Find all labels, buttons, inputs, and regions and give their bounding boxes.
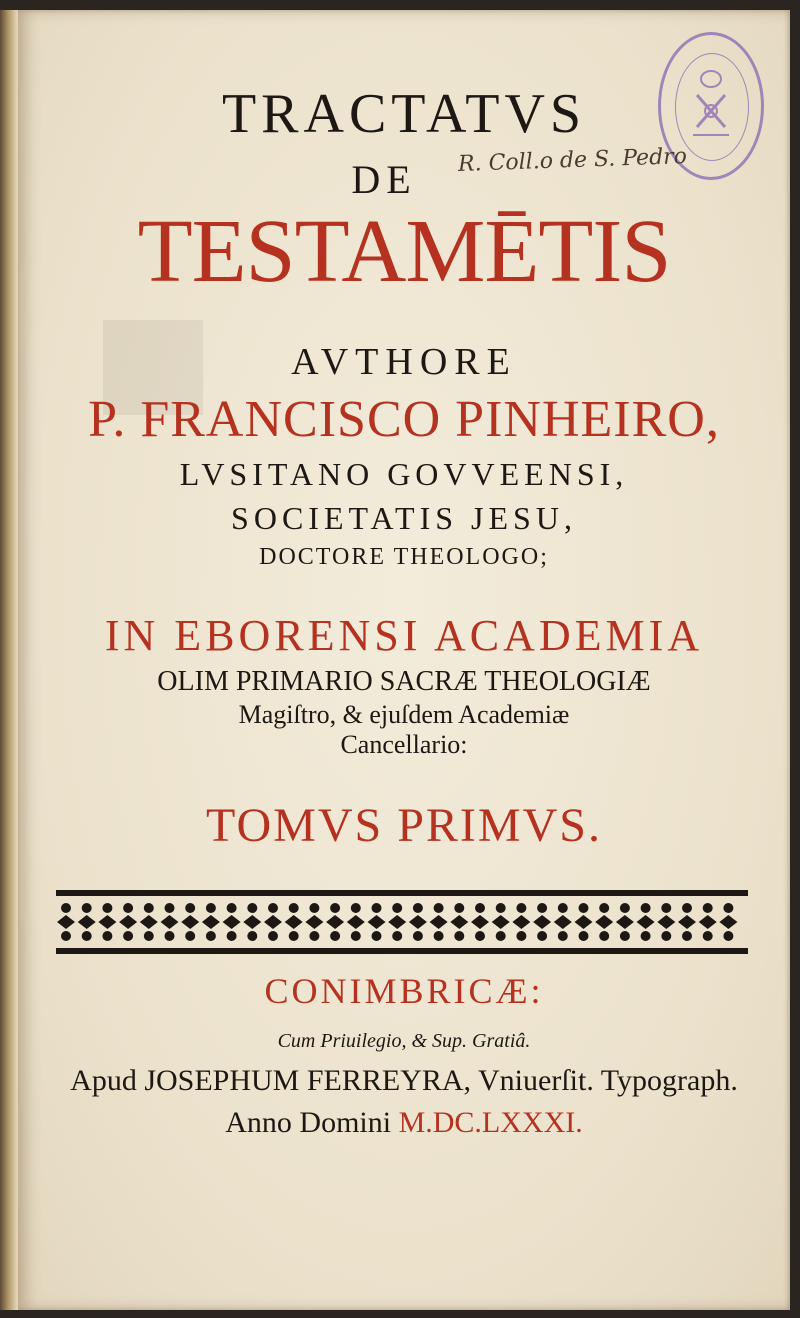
imprint-place: CONIMBRICÆ: <box>264 971 544 1011</box>
book-spine-edge <box>0 10 18 1310</box>
author-origin: LVSITANO GOVVEENSI, <box>179 456 629 492</box>
ornament-motif-icon <box>140 903 158 941</box>
ornament-motif-icon <box>430 903 448 941</box>
academy-line: IN EBORENSI ACADEMIA <box>104 611 704 660</box>
ornament-motif-icon <box>223 903 241 941</box>
ornament-motif-icon <box>678 903 696 941</box>
cancellario-line: Cancellario: <box>340 730 468 759</box>
ornament-motif-icon <box>285 903 303 941</box>
ornament-motif-icon <box>202 903 220 941</box>
ornament-motif-icon <box>512 903 530 941</box>
ornament-motif-icon <box>719 903 737 941</box>
ornament-motif-icon <box>305 903 323 941</box>
ornament-motif-icon <box>409 903 427 941</box>
ornament-motif-icon <box>595 903 613 941</box>
privilege-line: Cum Priuilegio, & Sup. Gratiâ. <box>277 1030 531 1052</box>
author-degree: DOCTORE THEOLOGO; <box>259 544 549 570</box>
ornament-motif-icon <box>78 903 96 941</box>
title-text-block <box>18 10 790 1310</box>
ornament-motif-icon <box>575 903 593 941</box>
ornament-motif-icon <box>347 903 365 941</box>
manuscript-note: R. Coll.o de S. Pedro <box>457 144 688 177</box>
date-roman: M.DC.LXXXI. <box>398 1106 583 1139</box>
ornament-motif-icon <box>471 903 489 941</box>
ornament-motif-icon <box>243 903 261 941</box>
author-society: SOCIETATIS JESU, <box>231 500 577 536</box>
date-line <box>18 1106 790 1140</box>
ornament-motif-icon <box>699 903 717 941</box>
title-tractatus: TRACTATVS <box>221 83 587 145</box>
position-line: OLIM PRIMARIO SACRÆ THEOLOGIÆ <box>157 666 651 697</box>
ornament-motif-icon <box>637 903 655 941</box>
date-label: Anno Domini <box>225 1106 392 1139</box>
title-page <box>18 10 790 1310</box>
ornament-motif-icon <box>181 903 199 941</box>
ornament-motif-icon <box>57 903 75 941</box>
printer-line: Apud JOSEPHUM FERREYRA, Vniuerſit. Typograph. <box>70 1064 738 1097</box>
title-de: DE <box>351 157 417 202</box>
volume-title: TOMVS PRIMVS. <box>206 799 602 852</box>
ornament-motif-icon <box>657 903 675 941</box>
ornament-motif-icon <box>492 903 510 941</box>
title-testamentis: TESTAMĒTIS <box>137 202 671 301</box>
ornament-motif-icon <box>264 903 282 941</box>
magister-line: Magiſtro, & ejuſdem Academiæ <box>238 700 570 729</box>
ornament-motif-icon <box>98 903 116 941</box>
author-name: P. FRANCISCO PINHEIRO, <box>88 391 720 448</box>
ornament-band-icon <box>56 888 748 956</box>
ornament-motif-icon <box>388 903 406 941</box>
ornament-motif-icon <box>326 903 344 941</box>
ornament-motif-icon <box>119 903 137 941</box>
ornament-motif-icon <box>533 903 551 941</box>
ornament-motif-icon <box>616 903 634 941</box>
author-label: AVTHORE <box>291 341 517 383</box>
ornament-motif-icon <box>368 903 386 941</box>
ornament-motif-icon <box>450 903 468 941</box>
ornament-motif-icon <box>554 903 572 941</box>
ornament-motif-icon <box>161 903 179 941</box>
